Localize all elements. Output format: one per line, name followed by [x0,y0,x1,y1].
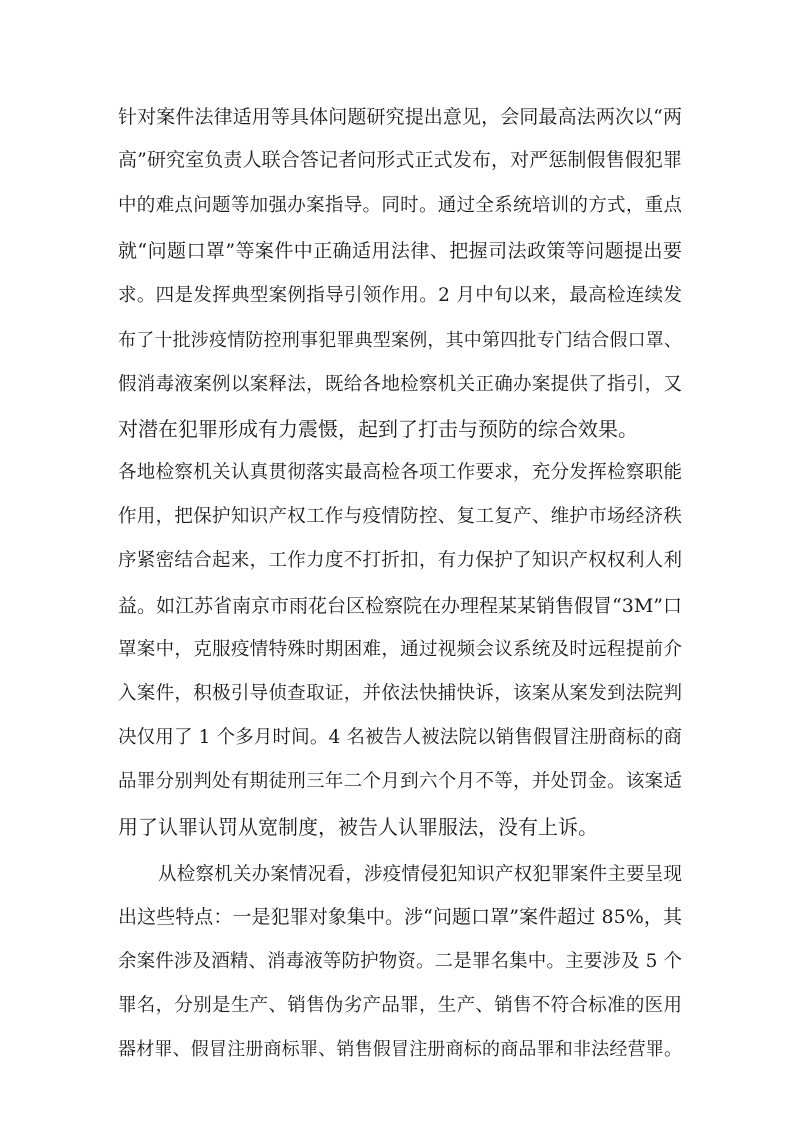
text-line-3: 中的难点问题等加强办案指导。同时。通过全系统培训的方式，重点 [118,195,682,216]
text-line-5: 求。四是发挥典型案例指导引领作用。2 月中旬以来，最高检连续发 [118,285,682,306]
text-line-9: 各地检察机关认真贯彻落实最高检各项工作要求，充分发挥检察职能 [118,462,682,483]
text-line-18: 从检察机关办案情况看，涉疫情侵犯知识产权犯罪案件主要呈现 [158,864,682,885]
text-line-7: 假消毒液案例以案释法，既给各地检察机关正确办案提供了指引，又 [118,374,682,395]
text-line-19: 出这些特点：一是犯罪对象集中。涉“问题口罩”案件超过 85%，其 [118,906,682,928]
text-line-4: 就“问题口罩”等案件中正确适用法律、把握司法政策等问题提出要 [118,240,682,262]
text-line-14: 入案件，积极引导侦查取证，并依法快捕快诉，该案从案发到法院判 [118,683,682,704]
text-line-16: 品罪分别判处有期徒刑三年二个月到六个月不等，并处罚金。该案适 [118,771,682,792]
text-line-20: 余案件涉及酒精、消毒液等防护物资。二是罪名集中。主要涉及 5 个 [118,951,682,972]
text-line-11: 序紧密结合起来，工作力度不打折扣，有力保护了知识产权权利人利 [118,550,682,571]
text-line-10: 作用，把保护知识产权工作与疫情防控、复工复产、维护市场经济秩 [118,506,682,527]
text-line-15: 决仅用了 1 个多月时间。4 名被告人被法院以销售假冒注册商标的商 [118,727,682,748]
text-line-17: 用了认罪认罚从宽制度，被告人认罪服法，没有上诉。 [118,815,598,839]
text-line-6: 布了十批涉疫情防控刑事犯罪典型案例，其中第四批专门结合假口罩、 [118,330,682,351]
text-line-2: 高”研究室负责人联合答记者问形式正式发布，对严惩制假售假犯罪 [118,149,682,171]
text-line-13: 罩案中，克服疫情特殊时期困难，通过视频会议系统及时远程提前介 [118,639,682,660]
text-line-1: 针对案件法律适用等具体问题研究提出意见，会同最高法两次以“两 [118,106,682,128]
text-line-8: 对潜在犯罪形成有力震慑，起到了打击与预防的综合效果。 [118,417,638,441]
text-line-22: 器材罪、假冒注册商标罪、销售假冒注册商标的商品罪和非法经营罪。 [118,1039,682,1060]
text-line-12: 益。如江苏省南京市雨花台区检察院在办理程某某销售假冒“3M”口 [118,595,682,617]
text-line-21: 罪名，分别是生产、销售伪劣产品罪，生产、销售不符合标准的医用 [118,995,682,1016]
